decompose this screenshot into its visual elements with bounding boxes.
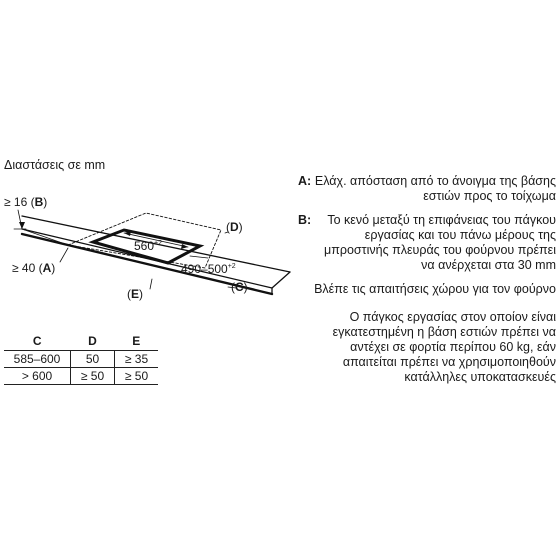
dim-depth-line (190, 256, 208, 258)
table-row (4, 368, 158, 385)
label-b: ≥ 16 (B) (4, 195, 48, 209)
table-cell: ≥ 35 (115, 351, 159, 368)
note-text: Το κενό μεταξύ τη επιφάνειας του πάγκου εργασίας και του πάνω μέρους της μπροστινής πλευράς του φούρνου πρέπει να ανέρχεται στα 30 mm (324, 213, 556, 272)
label-d: (D) (226, 220, 243, 234)
table-cell: 585–600 (4, 351, 71, 368)
countertop-right-end (272, 272, 290, 288)
clearance-table (4, 334, 158, 385)
label-depth: $490-500^{+2}$ (181, 262, 236, 276)
table-cell: ≥ 50 (115, 368, 159, 385)
table-header-row (4, 334, 158, 351)
label-a: ≥ 40 (A) (12, 261, 56, 275)
table-header: D (88, 334, 97, 348)
label-c: (C) (231, 280, 248, 294)
table-header: E (132, 334, 141, 348)
table-cell: > 600 (4, 368, 71, 385)
see-requirements-text: Βλέπε τις απαιτήσεις χώρου για τον φούρνο (314, 282, 556, 296)
dim-a-line (22, 229, 68, 245)
note-text: Ελάχ. απόσταση από το άνοιγμα της βάσης εστιών προς το τοίχωμα (314, 174, 556, 203)
dimensions-title: Διαστάσεις σε mm (4, 158, 106, 172)
note-key: B: (298, 213, 312, 227)
table-cell: ≥ 50 (71, 368, 115, 385)
note-b (298, 213, 556, 273)
label-e: (E) (127, 287, 144, 301)
table-cell: 50 (71, 351, 115, 368)
load-note-text: Ο πάγκος εργασίας στον οποίον είναι εγκατεστημένη η βάση εστιών πρέπει να αντέχει σε φορτία περίπου 60 kg, εάν απαιτείται πρέπει να χρησιμοποιηθούν κατάλληλες υποκατασκευές (332, 310, 556, 384)
dim-b-arrow (19, 222, 25, 229)
label-width: $560^{+2}$ (134, 239, 163, 253)
note-key: A: (298, 174, 312, 188)
notes-panel (298, 174, 556, 398)
table-header: C (32, 334, 42, 348)
note-a (298, 174, 556, 204)
dim-a-leader (60, 248, 68, 262)
dim-e-leader (150, 279, 152, 289)
table-row (4, 351, 158, 368)
